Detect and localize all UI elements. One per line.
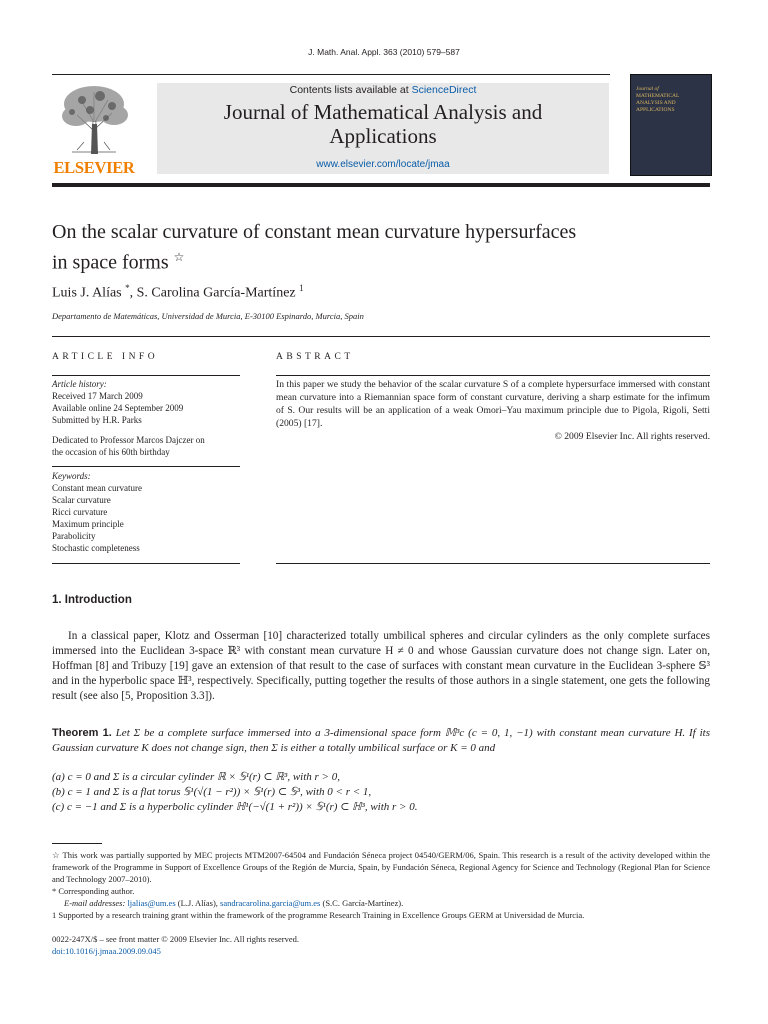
intro-text: In a classical paper, Klotz and Osserman [10] characterized totally umbilical spheres and circular cylinders as the only complete surfaces immersed into the Euclidean 3-space ℝ³ with constant mean curvature H ≠ 0 and whose Gaussian curvature does not change sign. Later on, Hoffman [8] and Tribuzy [19] gave an extension of that result to the case of surfaces with constant mean curvature in the Euclidean 3-sphere 𝕊³ and in the hyperbolic space ℍ³, respectively. Specifically, putting together the results of those authors in a single statement, one gets the following result (see also [5, Proposition 3.3]). xyxy=(52,630,710,702)
publisher-wordmark: ELSEVIER xyxy=(53,158,135,177)
author-2-mark[interactable]: 1 xyxy=(299,283,304,293)
online-date: Available online 24 September 2009 xyxy=(52,403,184,413)
keywords-block xyxy=(52,470,242,554)
contents-line xyxy=(157,84,609,96)
bottom-metadata xyxy=(52,933,299,957)
keyword-item: Parabolicity xyxy=(52,531,96,541)
abstract-copyright: © 2009 Elsevier Inc. All rights reserved. xyxy=(554,431,710,442)
theorem-1 xyxy=(52,726,710,756)
article-info-heading: ARTICLE INFO xyxy=(52,352,159,362)
footnote-grant: 1 Supported by a research training grant within the framework of the programme Research Training in Excellence Groups GERM at Universidad de Murcia. xyxy=(52,910,585,920)
abstract-bottom-rule xyxy=(276,563,710,564)
theorem-text: Let Σ be a complete surface immersed into a 3-dimensional space form 𝕄³c (c = 0, 1, −1) with constant mean curvature H. If its Gaussian curvature K does not change sign, then Σ is either a totally umbilical surface or K = 0 and xyxy=(52,727,711,754)
journal-title xyxy=(157,100,609,148)
cover-title-4: APPLICATIONS xyxy=(636,107,675,113)
keyword-item: Maximum principle xyxy=(52,519,124,529)
email-label: E-mail addresses: xyxy=(64,898,128,908)
intro-paragraph xyxy=(52,629,710,704)
running-head: J. Math. Anal. Appl. 363 (2010) 579–587 xyxy=(308,47,460,57)
abstract-top-rule xyxy=(276,375,710,376)
article-title-line2: in space forms xyxy=(52,251,169,274)
journal-url-link[interactable]: www.elsevier.com/locate/jmaa xyxy=(316,159,450,170)
received-date: Received 17 March 2009 xyxy=(52,391,143,401)
footnote-corresponding: * Corresponding author. xyxy=(52,886,135,896)
history-label: Article history: xyxy=(52,379,107,389)
abstract-heading: ABSTRACT xyxy=(276,352,354,362)
keyword-item: Constant mean curvature xyxy=(52,483,142,493)
footnote-emails xyxy=(52,897,710,909)
doi-link[interactable]: doi:10.1016/j.jmaa.2009.09.045 xyxy=(52,946,161,956)
cover-title xyxy=(636,86,702,114)
theorem-case-a: (a) c = 0 and Σ is a circular cylinder ℝ × 𝕊¹(r) ⊂ ℝ³, with r > 0, xyxy=(52,771,340,783)
email-2-owner: (S.C. García-Martínez). xyxy=(320,898,404,908)
abstract-text: In this paper we study the behavior of the scalar curvature S of a complete hypersurface immersed with constant mean curvature into a Riemannian space form of constant curvature, deriving a sharp estimate for the infimum of S. Our results will be an application of a weak Omori–Yau maximum principle due to Pigola, Rigoli, Setti (2005) [17]. xyxy=(276,379,710,429)
header-top-rule xyxy=(52,74,610,75)
dedication-line2: the occasion of his 60th birthday xyxy=(52,447,170,457)
author-1: Luis J. Alías xyxy=(52,285,122,301)
issn-line: 0022-247X/$ – see front matter © 2009 Elsevier Inc. All rights reserved. xyxy=(52,934,299,944)
cover-title-3: ANALYSIS AND xyxy=(636,100,676,106)
header-bottom-rule xyxy=(52,183,710,187)
affiliation: Departamento de Matemáticas, Universidad de Murcia, E-30100 Espinardo, Murcia, Spain xyxy=(52,311,364,321)
article-info-rule xyxy=(52,375,240,376)
author-2: S. Carolina García-Martínez xyxy=(136,285,296,301)
abstract-body xyxy=(276,378,710,443)
dedication xyxy=(52,434,242,458)
keywords-label: Keywords: xyxy=(52,471,91,481)
footnotes xyxy=(52,849,710,921)
elsevier-tree-logo xyxy=(52,80,136,158)
keyword-item: Stochastic completeness xyxy=(52,543,140,553)
article-title-line1: On the scalar curvature of constant mean curvature hypersurfaces xyxy=(52,221,577,243)
theorem-case-c: (c) c = −1 and Σ is a hyperbolic cylinder ℍ¹(−√(1 + r²)) × 𝕊¹(r) ⊂ ℍ³, with r > 0. xyxy=(52,801,418,813)
article-history xyxy=(52,378,242,426)
footnote-rule xyxy=(52,843,102,844)
sciencedirect-link[interactable]: ScienceDirect xyxy=(411,84,477,96)
article-title xyxy=(52,220,692,276)
footnote-funding: ☆ This work was partially supported by MEC projects MTM2007-64504 and Fundación Séneca project 04540/GERM/06, Spain. This research is a result of the activity developed within the framework of the Programme in Support of Excellence Groups of the Región de Murcia, Spain, by Fundación Séneca, Regional Agency for Science and Technology (Regional Plan for Science and Technology 2007–2010). xyxy=(52,850,710,884)
keyword-item: Scalar curvature xyxy=(52,495,111,505)
submitted-by: Submitted by H.R. Parks xyxy=(52,415,142,425)
keywords-rule xyxy=(52,466,240,467)
theorem-cases xyxy=(52,770,417,815)
dedication-line1: Dedicated to Professor Marcos Dajczer on xyxy=(52,435,205,445)
theorem-case-b: (b) c = 1 and Σ is a flat torus 𝕊¹(√(1 − r²)) × 𝕊¹(r) ⊂ 𝕊³, with 0 < r < 1, xyxy=(52,786,372,798)
contents-prefix: Contents lists available at xyxy=(289,84,412,96)
section-heading: 1. Introduction xyxy=(52,594,132,606)
author-list xyxy=(52,283,304,302)
author-separator: , xyxy=(129,285,137,301)
email-link-1[interactable]: ljalias@um.es xyxy=(127,898,176,908)
cover-title-2: MATHEMATICAL xyxy=(636,93,680,99)
article-info-bottom-rule xyxy=(52,563,240,564)
cover-title-1: Journal of xyxy=(636,86,659,92)
email-1-owner: (L.J. Alías), xyxy=(175,898,221,908)
affiliation-rule xyxy=(52,336,710,337)
journal-title-line2: Applications xyxy=(329,124,437,148)
email-link-2[interactable]: sandracarolina.garcia@um.es xyxy=(220,898,321,908)
theorem-label: Theorem 1. xyxy=(52,727,112,739)
keyword-item: Ricci curvature xyxy=(52,507,108,517)
title-footnote-mark[interactable]: ☆ xyxy=(173,250,185,264)
journal-title-line1: Journal of Mathematical Analysis and xyxy=(223,100,543,124)
author-1-mark[interactable]: * xyxy=(125,283,130,293)
